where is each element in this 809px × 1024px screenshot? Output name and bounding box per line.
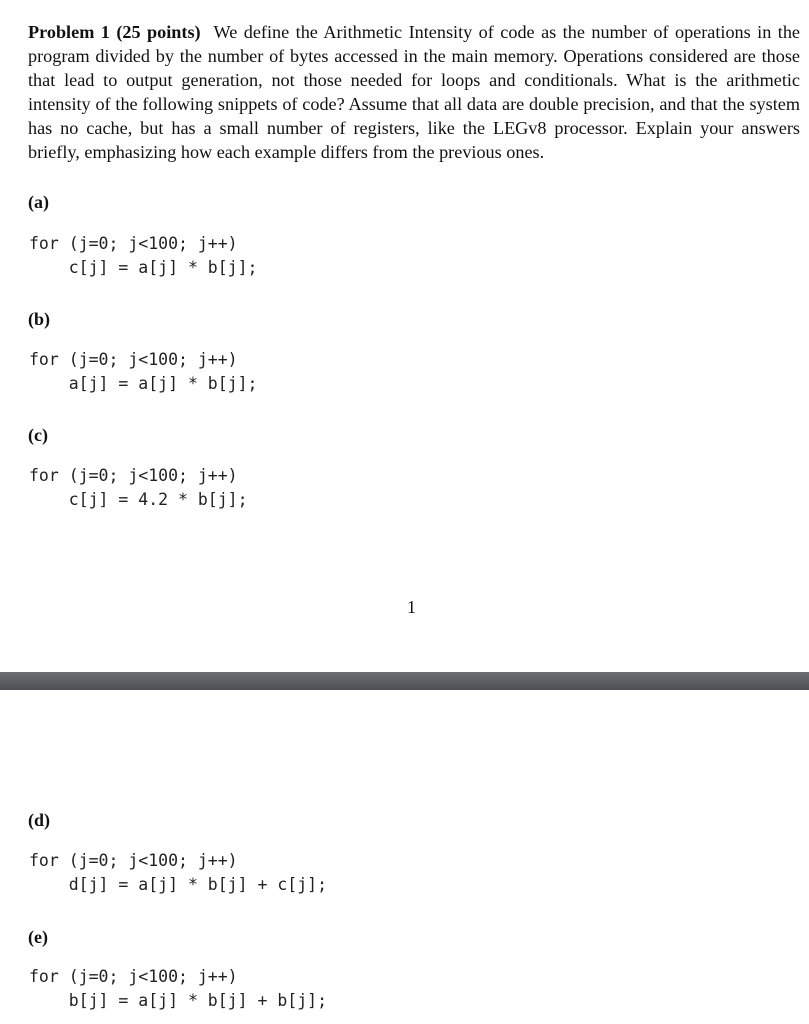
part-d-label: (d)	[28, 810, 50, 830]
problem-heading: Problem 1 (25 points)	[28, 22, 201, 42]
part-b-label: (b)	[28, 309, 50, 329]
part-a-label: (a)	[28, 192, 49, 212]
part-c-label: (c)	[28, 425, 48, 445]
problem-text: We define the Arithmetic Intensity of code as the number of operations in the program divided by the number of bytes accessed in the main memory. Operations considered are those that lead to output generation, not those needed for loops and conditionals. What is the arithmetic intensity of the following snippets of code? Assume that all data are double precision, and that the system has no cache, but has a small number of registers, like the LEGv8 processor. Explain your answers briefly, emphasizing how each example differs from the previous ones.	[28, 22, 801, 162]
part-e-label: (e)	[28, 927, 48, 947]
document-page-2	[0, 690, 809, 1024]
code-line: for (j=0; j<100; j++)	[29, 851, 238, 870]
code-line: a[j] = a[j] * b[j];	[29, 374, 258, 393]
code-line: for (j=0; j<100; j++)	[29, 466, 238, 485]
problem-statement	[28, 20, 800, 164]
part-a-code	[29, 232, 257, 280]
code-line: c[j] = a[j] * b[j];	[29, 258, 258, 277]
part-c-code	[29, 464, 248, 512]
code-line: for (j=0; j<100; j++)	[29, 234, 238, 253]
code-line: for (j=0; j<100; j++)	[29, 350, 238, 369]
code-line: for (j=0; j<100; j++)	[29, 967, 238, 986]
part-b-code	[29, 348, 257, 396]
page-separator	[0, 672, 809, 690]
part-d-code	[29, 849, 327, 897]
code-line: d[j] = a[j] * b[j] + c[j];	[29, 875, 328, 894]
code-line: c[j] = 4.2 * b[j];	[29, 490, 248, 509]
code-line: b[j] = a[j] * b[j] + b[j];	[29, 991, 328, 1010]
page-number: 1	[407, 597, 416, 617]
part-e-code	[29, 965, 327, 1013]
